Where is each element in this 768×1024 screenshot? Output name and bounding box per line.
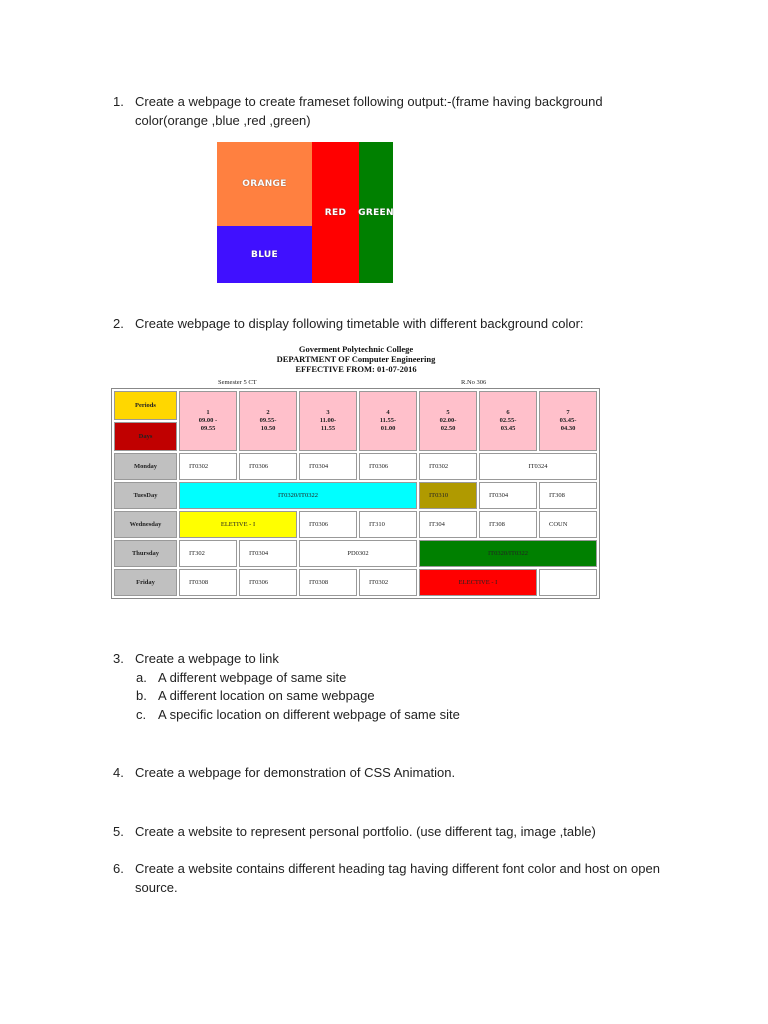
frameset-figure — [217, 142, 393, 283]
subitem-text: A different location on same webpage — [158, 688, 375, 703]
subject-cell: PD0302 — [299, 540, 417, 567]
table-row — [114, 453, 597, 480]
subject-cell: IT0304 — [479, 482, 537, 509]
subject-cell: IT302 — [179, 540, 237, 567]
subject-cell: IT304 — [419, 511, 477, 538]
frame-orange — [217, 142, 312, 226]
period-header-6 — [479, 391, 537, 451]
timetable-effective: EFFECTIVE FROM: 01-07-2016 — [295, 364, 417, 374]
period-time: 09.55 — [200, 425, 216, 432]
period-header-5 — [419, 391, 477, 451]
table-row — [114, 569, 597, 596]
frame-green-label: GREEN — [358, 207, 394, 218]
subject-cell: IT0306 — [239, 569, 297, 596]
period-header-1 — [179, 391, 237, 451]
period-number: 5 — [446, 409, 450, 416]
subject-cell: IT0320/IT0322 — [179, 482, 417, 509]
frame-green — [359, 142, 393, 283]
timetable-room: R.No 306 — [461, 379, 487, 386]
subitem-letter: c. — [136, 707, 147, 722]
period-time: 09.00 - — [198, 417, 218, 424]
period-time: 09.55- — [259, 417, 277, 424]
question-number: 2. — [113, 316, 124, 331]
timetable-department: DEPARTMENT OF Computer Engineering — [276, 354, 436, 364]
subject-cell: IT308 — [539, 482, 597, 509]
table-row — [114, 482, 597, 509]
timetable-semester: Semester 5 CT — [218, 379, 257, 386]
question-text: Create a webpage for demonstration of CSS Animation. — [135, 765, 456, 780]
period-time: 01.00 — [380, 425, 396, 432]
question-number: 5. — [113, 824, 124, 839]
timetable-college: Goverment Polytechnic College — [298, 344, 414, 354]
question-number: 1. — [113, 94, 124, 109]
question-text: Create a website to represent personal portfolio. (use different tag, image ,table) — [135, 824, 596, 839]
period-number: 6 — [506, 409, 510, 416]
period-header-7 — [539, 391, 597, 451]
subitem-text: A specific location on different webpage of same site — [158, 707, 460, 722]
question-line: Create a webpage to create frameset following output:-(frame having background — [135, 94, 603, 109]
question-line: source. — [135, 879, 178, 895]
question-text: Create a webpage to link — [135, 651, 279, 666]
subject-cell: IT0306 — [359, 453, 417, 480]
days-header: Days — [114, 422, 177, 451]
subject-cell: IT0306 — [239, 453, 297, 480]
period-number: 4 — [386, 409, 390, 416]
period-time: 03.45- — [559, 417, 577, 424]
subitem-letter: b. — [136, 688, 147, 703]
period-number: 1 — [206, 409, 210, 416]
period-number: 3 — [326, 409, 330, 416]
frame-blue-label: BLUE — [251, 249, 278, 260]
day-cell: TuesDay — [114, 482, 177, 509]
period-time: 11.55- — [379, 417, 397, 424]
periods-header: Periods — [114, 391, 177, 420]
period-number: 7 — [566, 409, 570, 416]
period-time: 03.45 — [500, 425, 516, 432]
question-text: Create webpage to display following timetable with different background color: — [135, 316, 584, 331]
subject-cell: IT0302 — [359, 569, 417, 596]
period-time: 11.00- — [319, 417, 337, 424]
frame-blue — [217, 226, 312, 283]
frame-orange-label: ORANGE — [242, 179, 287, 189]
period-header-3 — [299, 391, 357, 451]
subject-cell: IT0308 — [299, 569, 357, 596]
period-time: 02.50 — [440, 425, 456, 432]
question-number: 4. — [113, 765, 124, 780]
period-header-4 — [359, 391, 417, 451]
subject-cell: IT0320/IT0322 — [419, 540, 597, 567]
subject-cell: IT0302 — [419, 453, 477, 480]
subject-cell: IT0310 — [419, 482, 477, 509]
day-cell: Monday — [114, 453, 177, 480]
question-text — [135, 860, 660, 897]
subject-cell: IT0306 — [299, 511, 357, 538]
period-header-2 — [239, 391, 297, 451]
table-row — [114, 540, 597, 567]
timetable — [111, 388, 600, 599]
question-number: 3. — [113, 651, 124, 666]
question-line: Create a website contains different heading tag having different font color and host on open — [135, 861, 660, 876]
table-row — [114, 511, 597, 538]
subitem-letter: a. — [136, 670, 147, 685]
subject-cell: IT308 — [479, 511, 537, 538]
day-cell: Thursday — [114, 540, 177, 567]
day-cell: Friday — [114, 569, 177, 596]
subject-cell: COUN — [539, 511, 597, 538]
subject-cell: IT310 — [359, 511, 417, 538]
frame-red-label: RED — [324, 207, 347, 218]
frame-red — [312, 142, 359, 283]
period-number: 2 — [266, 409, 270, 416]
day-cell: Wednesday — [114, 511, 177, 538]
period-time: 02.00- — [439, 417, 457, 424]
subject-cell: IT0304 — [239, 540, 297, 567]
question-text — [135, 93, 603, 130]
period-time: 04.30 — [560, 425, 576, 432]
subject-cell — [539, 569, 597, 596]
subject-cell: IT0324 — [479, 453, 597, 480]
question-number: 6. — [113, 861, 124, 876]
period-time: 02.55- — [499, 417, 517, 424]
subject-cell: IT0302 — [179, 453, 237, 480]
subject-cell: ELECTIVE - I — [419, 569, 537, 596]
subject-cell: IT0308 — [179, 569, 237, 596]
subject-cell: ELETIVE - I — [179, 511, 297, 538]
period-time: 11.55 — [320, 425, 336, 432]
subject-cell: IT0304 — [299, 453, 357, 480]
subitem-text: A different webpage of same site — [158, 670, 347, 685]
question-line: color(orange ,blue ,red ,green) — [135, 112, 311, 128]
period-time: 10.50 — [260, 425, 276, 432]
